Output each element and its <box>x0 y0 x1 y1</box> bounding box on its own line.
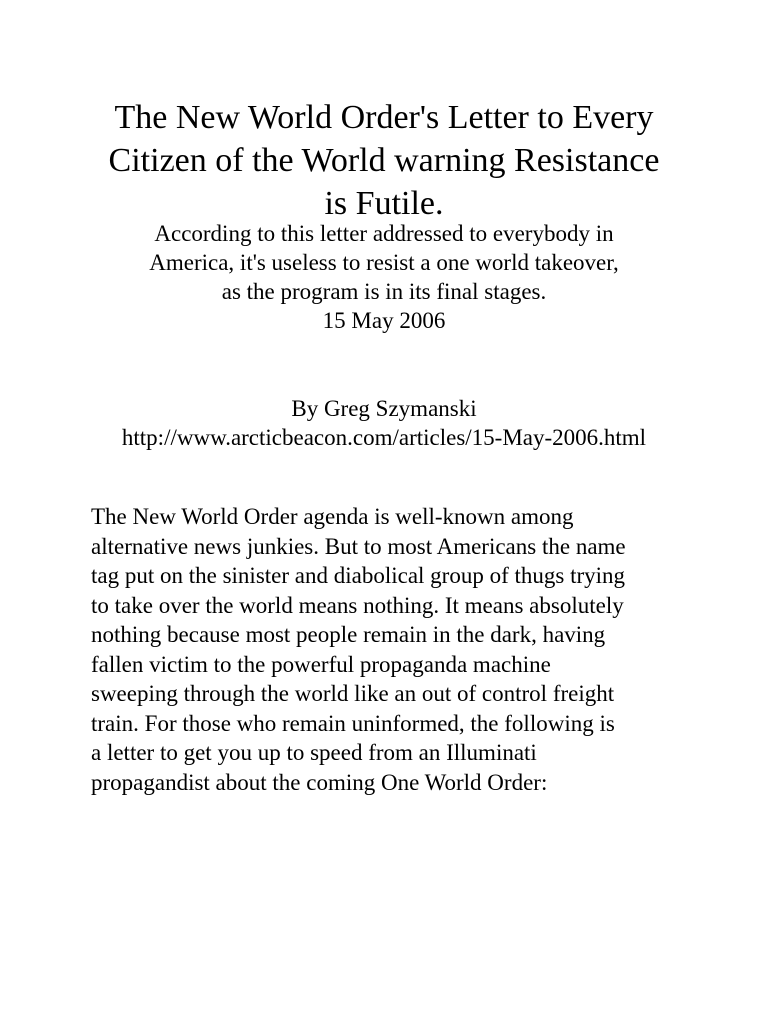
body-line: alternative news junkies. But to most Americans the name <box>91 533 626 559</box>
body-line: train. For those who remain uninformed, the following is <box>91 710 615 736</box>
title-line: The New World Order's Letter to Every <box>114 99 654 136</box>
document-title <box>60 96 708 225</box>
author-name: By Greg Szymanski <box>291 396 477 421</box>
body-line: The New World Order agenda is well-known among <box>91 504 574 529</box>
subtitle-line: as the program is in its final stages. <box>221 279 547 304</box>
subtitle-line: America, it's useless to resist a one world takeover, <box>149 250 619 275</box>
body-line: tag put on the sinister and diabolical group of thugs trying <box>91 563 626 588</box>
title-line: Citizen of the World warning Resistance <box>108 142 660 179</box>
body-line: propagandist about the coming One World Order: <box>91 769 548 795</box>
document-subtitle <box>60 219 708 335</box>
title-line: is Futile. <box>324 185 444 222</box>
source-url: http://www.arcticbeacon.com/articles/15-May-2006.html <box>121 425 647 450</box>
body-line: to take over the world means nothing. It means absolutely <box>91 592 624 618</box>
body-line: nothing because most people remain in the dark, having <box>91 622 606 647</box>
publication-date: 15 May 2006 <box>322 308 446 333</box>
subtitle-line: According to this letter addressed to everybody in <box>154 221 614 246</box>
body-line: sweeping through the world like an out of control freight <box>91 681 615 706</box>
byline <box>40 394 728 452</box>
body-paragraph <box>91 502 731 797</box>
body-line: fallen victim to the powerful propaganda machine <box>91 651 551 677</box>
body-line: a letter to get you up to speed from an Illuminati <box>91 740 537 765</box>
